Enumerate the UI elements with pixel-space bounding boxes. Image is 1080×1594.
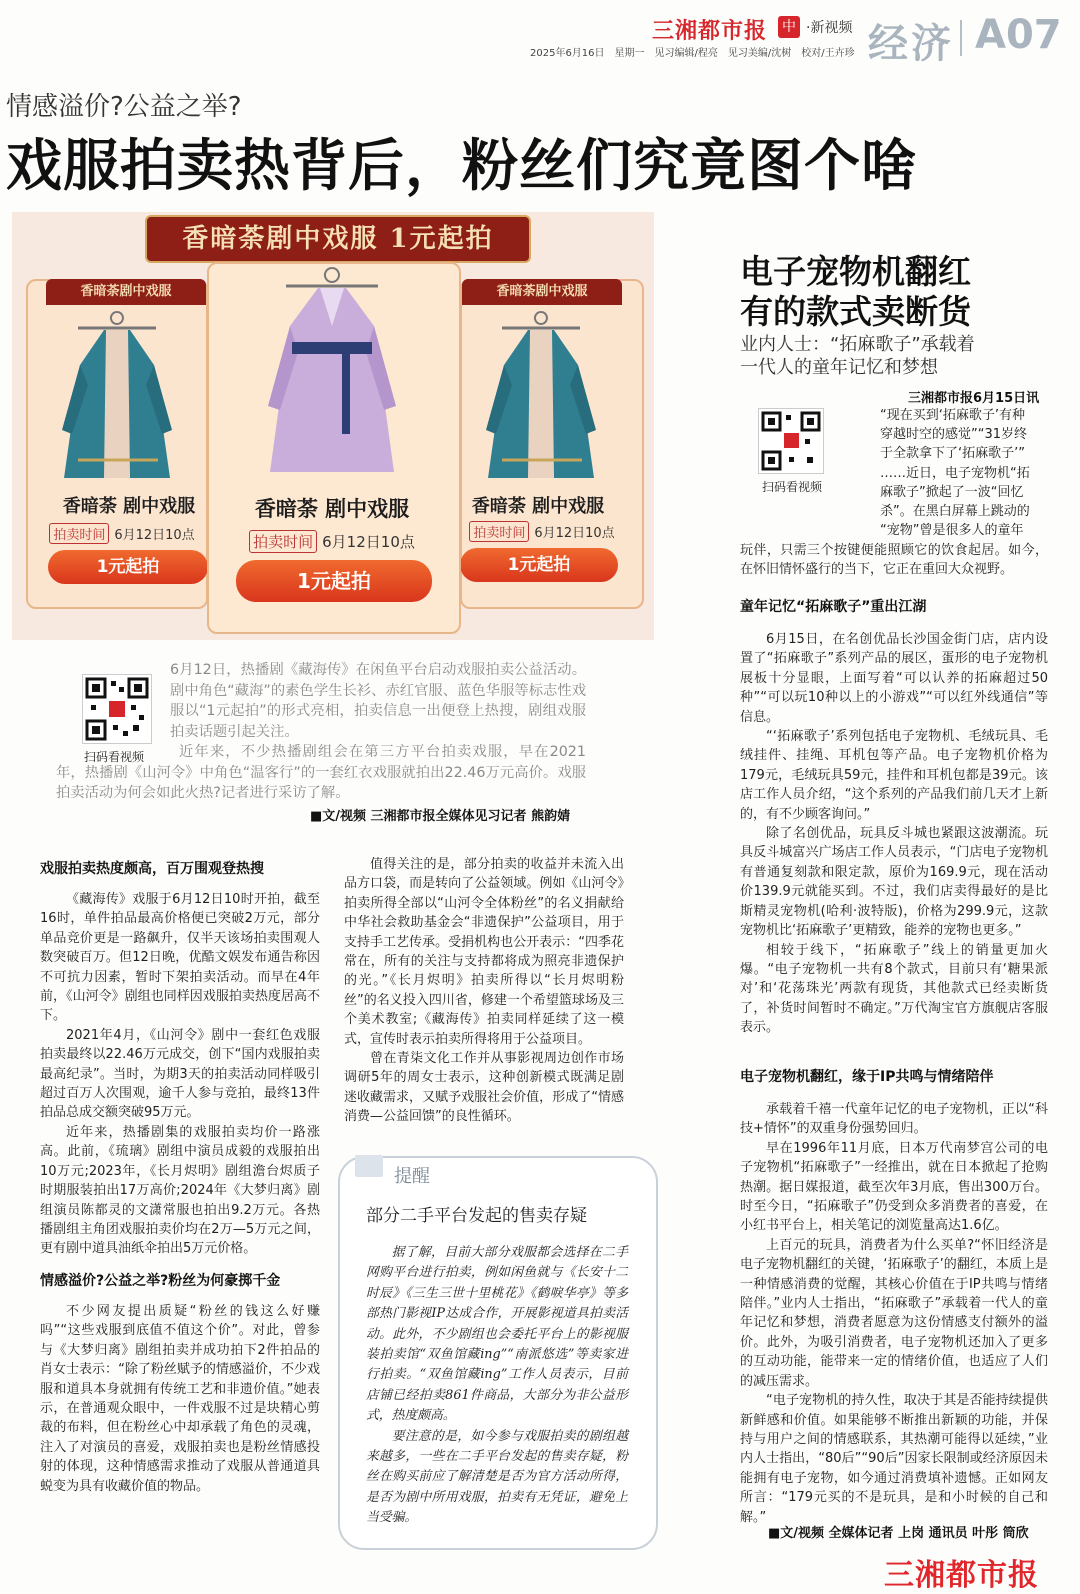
qr-caption-right: 扫码看视频 — [762, 480, 823, 494]
right-deck-line2: 一代人的童年记忆和梦想 — [740, 357, 938, 378]
qr-pattern-right-icon — [759, 409, 823, 473]
column1-para-1: 《藏海传》戏服于6月12日10时开拍，截至16时，单件拍品最高价格便已突破2万元，部分单品竞价更是一路飙升，仅半天该场拍卖围观人数突破百万。但12日晚，优酷文娱发布通告称因不可抗力因素，暂时下架拍卖活动。而早在4年前，《山河令》剧组也同样因戏服拍卖热度居高不下。 — [40, 892, 320, 1024]
card-time-value-right: 6月12日10点 — [534, 526, 615, 541]
column1-b-para-1: 不少网友提出质疑“粉丝的钱这么好赚吗”“这些戏服到底值不值这个价”。对此，曾参与《大梦归离》剧组拍卖并成功拍下2件拍品的肖女士表示：“除了粉丝赋予的情感溢价，不少戏服和道具本身就拥有传统工艺和非遗价值。”她表示，在普通观众眼中，一件戏服不过是块精心剪裁的布料，但在粉丝心中却承载了角色的灵魂，注入了对演员的喜爱，戏服拍卖也是粉丝情感投射的体现，这种情感需求推动了戏服从普通道具蜕变为具有收藏价值的物品。 — [40, 1304, 320, 1494]
section-separator — [960, 20, 962, 56]
right-b-para-4: “电子宠物机的持久性，取决于其是否能持续提供新鲜感和价值。如果能够不断推出新颖的功能，并保持与用户之间的情感联系，其热潮可能得以延续，”业内人士指出，“80后”“90后”因家长限制或经济原因未能拥有电子宠物，如今通过消费填补遗憾。正如网友所言：“179元买的不是玩具，是和小时候的自己和解。” — [740, 1393, 1048, 1525]
qr-pattern-icon — [83, 675, 151, 743]
tip-subtitle: 部分二手平台发起的售卖存疑 — [366, 1206, 587, 1226]
brand-badge-icon: 中 — [778, 16, 800, 38]
right-headline-line1: 电子宠物机翻红 — [740, 252, 971, 291]
masthead — [0, 0, 1080, 70]
right-lead-rest: 玩伴，只需三个按键便能照顾它的饮食起居。如今，在怀旧情怀盛行的当下，它正在重回大众视野。 — [740, 543, 1048, 578]
poster-banner: 香暗荼剧中戏服 1元起拍 — [145, 215, 531, 263]
tip-tab-icon — [355, 1155, 383, 1177]
card-tag-left: 香暗荼剧中戏服 — [46, 279, 206, 305]
byline: ■文/视频 三湘都市报全媒体见习记者 熊韵婧 — [310, 809, 571, 824]
right-subhead-2: 电子宠物机翻红，缘于IP共鸣与情绪陪伴 — [740, 1069, 994, 1085]
lead-para-1: 6月12日，热播剧《藏海传》在闲鱼平台启动戏服拍卖公益活动。剧中角色“藏海”的素色学生长衫、赤红官服、蓝色华服等标志性戏服以“1元起拍”的形式亮相，拍卖信息一出便登上热搜，剧组戏服拍卖话题引起关注。 — [170, 662, 586, 740]
tip-para-1: 据了解，目前大部分戏服都会选择在二手网购平台进行拍卖，例如闲鱼就与《长安十二时辰》《三生三世十里桃花》《鹤唳华亭》等多部热门影视IP达成合作，开展影视道具拍卖活动。此外，不少剧组也会委托平台上的影视服装拍卖馆“双鱼馆藏ing”“南派悠选”等卖家进行拍卖。“双鱼馆藏ing”工作人员表示，目前店铺已经拍卖861件商品，大部分为非公益形式，热度颇高。 — [366, 1245, 628, 1424]
right-part2 — [740, 1100, 1048, 1527]
column1-para-2: 2021年4月，《山河令》剧中一套红色戏服拍卖最终以22.46万元成交，创下“国内戏服拍卖最高纪录”。当时，为期3天的拍卖活动同样吸引超过百万人次围观，逾千人参与竞拍，最终13件拍品总成交额突破95万元。 — [40, 1027, 320, 1121]
card-time-label-left: 拍卖时间 — [49, 523, 109, 544]
column2-para-1: 值得关注的是，部分拍卖的收益并未流入出品方口袋，而是转向了公益领域。例如《山河令》拍卖所得全部以“山河令全体粉丝”的名义捐献给中华社会救助基金会“非遗保护”公益项目，用于支持手工艺传承。受捐机构也公开表示：“四季花常在，所有的关注与支持都将成为照亮非遗保护的光。”《长月烬明》拍卖所得以“长月烬明粉丝”的名义投入四川省，修建一个希望篮球场及三个美术教室;《藏海传》拍卖同样延续了这一模式，宣传时表示拍卖所得将用于公益项目。 — [344, 857, 624, 1047]
lead-para-2: 近年来，不少热播剧组会在第三方平台拍卖戏服，早在2021年，热播剧《山河令》中角色“温客行”的一套红衣戏服就拍出22.46万元高价。戏服拍卖活动为何会如此火热?记者进行采访了解。 — [56, 744, 586, 801]
card-time-label-right: 拍卖时间 — [469, 521, 529, 542]
qr-code-icon[interactable] — [82, 674, 152, 744]
qr-code-right-icon[interactable] — [758, 408, 824, 474]
masthead-brand-sub: ·新视频 — [806, 20, 853, 36]
section-name: 经济 — [868, 21, 954, 67]
right-lead-line-5: 麻歌子”掀起了一波“回忆 — [880, 484, 1024, 500]
right-subhead-1: 童年记忆“拓麻歌子”重出江湖 — [740, 599, 927, 615]
column1-part1 — [40, 890, 320, 1259]
right-para-3: 除了名创优品，玩具反斗城也紧跟这波潮流。玩具反斗城富兴广场店工作人员表示，“门店电子宠物机有普通复刻款和限定款，原价为169.9元，现在活动价139.9元就能买到。不过，我们店卖得最好的是比斯精灵宠物机(哈利·波特版)，价格为299.9元，这款宠物机比‘拓麻歌子’更精致，能养的宠物也更多。” — [740, 826, 1048, 939]
bid-button-left[interactable]: 1元起拍 — [48, 550, 208, 584]
card-time-label-center: 拍卖时间 — [249, 530, 317, 553]
right-lead-line-4: ……近日，电子宠物机“拓 — [880, 465, 1030, 481]
robe-image-right — [482, 310, 600, 482]
right-lead-line-3: 于全款拿下了‘拓麻歌子’” — [880, 446, 1025, 462]
tip-title: 提醒 — [394, 1166, 430, 1187]
right-lead-lines — [880, 406, 1048, 540]
right-lead-line-2: 穿越时空的感觉”“31岁终 — [880, 427, 1028, 443]
column2-para-2: 曾在青柒文化工作并从事影视周边创作市场调研5年的周女士表示，这种创新模式既满足剧迷收藏需求，又赋予戏服社会价值，形成了“情感消费—公益回馈”的良性循环。 — [344, 1051, 624, 1125]
subhead-fans-motivation: 情感溢价?公益之举?粉丝为何豪掷千金 — [40, 1273, 281, 1289]
card-time-center — [207, 530, 457, 553]
bid-button-right[interactable]: 1元起拍 — [460, 548, 618, 582]
right-byline: ■文/视频 全媒体记者 上岗 通讯员 叶彤 筒欣 — [768, 1526, 1029, 1541]
right-deck-line1: 业内人士：“拓麻歌子”承载着 — [740, 334, 975, 355]
masthead-brand: 三湘都市报 — [652, 19, 768, 44]
right-b-para-1: 承载着千禧一代童年记忆的电子宠物机，正以“科技+情怀”的双重身份强势回归。 — [740, 1102, 1048, 1137]
right-dateline: 三湘都市报6月15日讯 — [908, 391, 1040, 406]
subhead-auction-heat: 戏服拍卖热度颇高，百万围观登热搜 — [40, 861, 264, 877]
right-lead-line-7: “宠物”曾是很多人的童年 — [880, 523, 1024, 539]
bid-button-center[interactable]: 1元起拍 — [236, 560, 432, 602]
article-headline: 戏服拍卖热背后，粉丝们究竟图个啥 — [6, 133, 918, 199]
card-time-right — [460, 521, 624, 542]
card-title-center: 香暗荼 剧中戏服 — [254, 496, 410, 521]
right-b-para-3: 上百元的玩具，消费者为什么买单?“怀旧经济是电子宠物机翻红的关键，‘拓麻歌子’的翻红，本质上是一种情感消费的觉醒，其核心价值在于IP共鸣与情绪陪伴。”业内人士指出，“拓麻歌子”承载着一代人的童年记忆和梦想，消费者愿意为这份情感支付额外的溢价。此外，为吸引消费者，电子宠物机还加入了更多的互动功能，能带来一定的情绪价值，也适应了人们的减压需求。 — [740, 1237, 1048, 1389]
right-lead-line-1: “现在买到‘拓麻歌子’有种 — [880, 408, 1025, 423]
right-part1 — [740, 630, 1048, 1038]
column1-part2 — [40, 1302, 320, 1496]
right-para-1: 6月15日，在名创优品长沙国金街门店，店内设置了“拓麻歌子”系列产品的展区，蛋形的电子宠物机展板十分显眼，上面写着“可以认养的拓麻超过50种”“可以玩10种以上的小游戏”“可以红外线通信”等信息。 — [740, 632, 1048, 725]
robe-image-left — [58, 310, 176, 482]
edition-info: 2025年6月16日 星期一 见习编辑/程亮 见习美编/沈树 校对/王卉珍 — [530, 48, 855, 59]
column2-text — [344, 855, 624, 1127]
card-time-left — [40, 523, 204, 544]
page-number: A07 — [975, 12, 1062, 58]
card-time-value-center: 6月12日10点 — [322, 533, 415, 551]
tip-text — [366, 1243, 628, 1529]
card-time-value-left: 6月12日10点 — [114, 528, 195, 543]
right-lead-line-6: 杀”。在黑白屏幕上跳动的 — [880, 504, 1030, 520]
right-para-4: 相较于线下，“拓麻歌子”线上的销量更加火爆。“电子宠物机一共有8个款式，目前只有‘糖果派对’和‘花荡珠光’两款有现货，其他款式已经卖断货了，补货时间暂时不确定。”万代淘宝官方旗舰店客服表示。 — [740, 942, 1048, 1036]
card-title-right: 香暗荼 剧中戏服 — [471, 496, 605, 517]
qr-caption: 扫码看视频 — [84, 750, 145, 764]
column1-para-3: 近年来，热播剧集的戏服拍卖均价一路涨高。此前，《琉璃》剧组中演员成毅的戏服拍出10万元;2023年，《长月烬明》剧组澹台烬质子时期服装拍出17万高价;2024年《大梦归离》剧组演员陈都灵的文潇常服也拍出9.2万元。各热播剧组主角团戏服拍卖价均在2万—5万元之间，更有剧中道具油纸伞拍出5万元价格。 — [40, 1124, 320, 1257]
right-headline-line2: 有的款式卖断货 — [740, 292, 971, 331]
right-para-2: “‘拓麻歌子’系列包括电子宠物机、毛绒玩具、毛绒挂件、挂绳、耳机包等产品。电子宠物机价格为179元，毛绒玩具59元，挂件和耳机包都是39元。该店工作人员介绍，“这个系列的产品我们前几天才上新的，有不少顾客询问。” — [740, 729, 1048, 822]
robe-image-center — [262, 266, 402, 478]
footer-logo: 三湘都市报 — [884, 1558, 1039, 1593]
card-tag-right: 香暗荼剧中戏服 — [462, 279, 622, 305]
tip-para-2: 要注意的是，如今参与戏服拍卖的剧组越来越多，一些在二手平台发起的售卖存疑，粉丝在购买前应了解清楚是否为官方活动所得，是否为剧中所用戏服，拍卖有无凭证，避免上当受骗。 — [366, 1428, 628, 1526]
article-kicker: 情感溢价?公益之举? — [6, 92, 242, 122]
card-title-left: 香暗荼 剧中戏服 — [62, 496, 196, 517]
right-b-para-2: 早在1996年11月底，日本万代南梦宫公司的电子宠物机“拓麻歌子”一经推出，就在日本掀起了抢购热潮。据日媒报道，截至次年3月底，售出300万台。时至今日，“拓麻歌子”仍受到众多消费者的喜爱，在小红书平台上，相关笔记的浏览量高达1.6亿。 — [740, 1140, 1048, 1234]
